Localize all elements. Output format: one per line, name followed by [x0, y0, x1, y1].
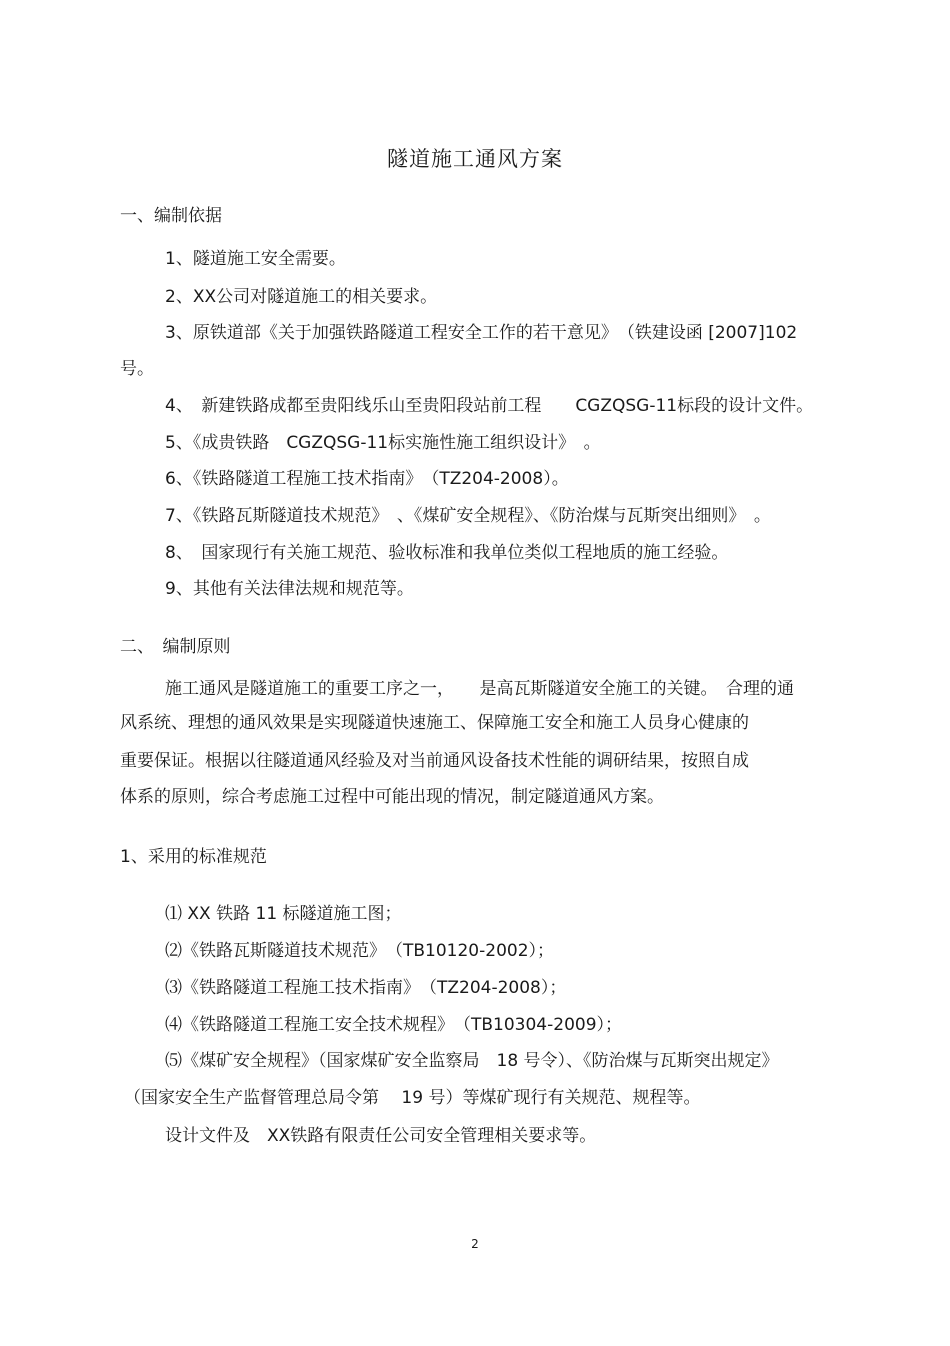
- section-heading-basis: 一、编制依据: [120, 206, 222, 226]
- standard-item-2: ⑵《铁路瓦斯隧道技术规范》 （TB10120-2002）；: [165, 941, 555, 961]
- basis-item-8: 8、 国家现行有关施工规范、验收标准和我单位类似工程地质的施工经验。: [165, 543, 729, 563]
- standards-heading: 1、采用的标准规范: [120, 847, 267, 867]
- basis-item-2: 2、XX公司对隧道施工的相关要求。: [165, 287, 438, 307]
- principles-line-1: 施工通风是隧道施工的重要工序之一， 是高瓦斯隧道安全施工的关键。 合理的通: [165, 679, 794, 699]
- page-number: 2: [471, 1237, 479, 1251]
- standard-item-3: ⑶《铁路隧道工程施工技术指南》 （TZ204-2008）；: [165, 978, 567, 998]
- basis-item-7: 7、《铁路瓦斯隧道技术规范》 、《煤矿安全规程》、《防治煤与瓦斯突出细则》 。: [165, 506, 771, 526]
- standard-item-4: ⑷《铁路隧道工程施工安全技术规程》 （TB10304-2009）；: [165, 1015, 623, 1035]
- basis-item-5: 5、《成贵铁路 CGZQSG-11标实施性施工组织设计》 。: [165, 433, 601, 453]
- principles-line-4: 体系的原则，综合考虑施工过程中可能出现的情况，制定隧道通风方案。: [120, 787, 664, 807]
- standard-item-5-cont: （国家安全生产监督管理总局令第 19 号）等煤矿现行有关规范、规程等。: [124, 1088, 701, 1108]
- standard-item-5: ⑸《煤矿安全规程》（国家煤矿安全监察局 18 号令）、《防治煤与瓦斯突出规定》: [165, 1051, 779, 1071]
- basis-item-1: 1、隧道施工安全需要。: [165, 249, 346, 269]
- basis-item-4: 4、 新建铁路成都至贵阳线乐山至贵阳段站前工程 CGZQSG-11标段的设计文件。: [165, 396, 814, 416]
- basis-item-3-cont: 号。: [120, 359, 154, 379]
- principles-line-3: 重要保证。根据以往隧道通风经验及对当前通风设备技术性能的调研结果，按照自成: [120, 751, 749, 771]
- basis-item-6: 6、《铁路隧道工程施工技术指南》 （TZ204-2008）。: [165, 469, 569, 489]
- section-heading-principles: 二、 编制原则: [120, 637, 231, 657]
- document-title: 隧道施工通风方案: [387, 147, 563, 171]
- basis-item-9: 9、其他有关法律法规和规范等。: [165, 579, 414, 599]
- basis-item-3: 3、原铁道部《关于加强铁路隧道工程安全工作的若干意见》 （铁建设函 [2007]102: [165, 323, 798, 343]
- principles-line-2: 风系统、理想的通风效果是实现隧道快速施工、保障施工安全和施工人员身心健康的: [120, 713, 749, 733]
- design-documents-line: 设计文件及 XX铁路有限责任公司安全管理相关要求等。: [165, 1126, 597, 1146]
- standard-item-1: ⑴ XX 铁路 11 标隧道施工图；: [165, 904, 402, 924]
